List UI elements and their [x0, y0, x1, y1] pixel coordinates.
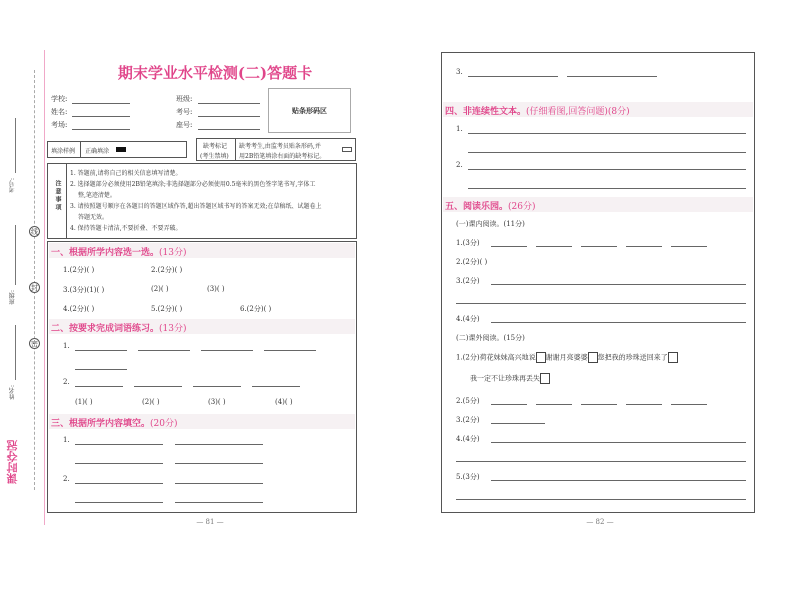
e3-label: 3.(2分)	[456, 416, 480, 424]
sec3-score: (20分)	[150, 419, 178, 429]
notice-3b: 答题无效。	[78, 214, 109, 221]
sec2-score: (13分)	[159, 324, 187, 334]
name-field[interactable]	[72, 116, 130, 117]
notice-title: 注意事项	[54, 180, 61, 212]
class-field[interactable]	[198, 103, 260, 104]
r1-blank-e[interactable]	[671, 246, 707, 247]
sec4-2-line-b[interactable]	[468, 188, 746, 189]
sec2-1-blank-a[interactable]	[75, 350, 127, 351]
exam-no-label: 考号:	[176, 108, 193, 116]
sec1-title-text: 一、根据所学内容选一选。	[51, 248, 160, 258]
absent-checkbox[interactable]	[342, 147, 352, 152]
sec5-score: (26分)	[508, 202, 536, 212]
sec3-1-blank-c[interactable]	[75, 463, 163, 464]
notice-2: 2. 选择题部分必须使用2B铅笔填涂;非选择题部分必须使用0.5毫米的黑色签字笔书写,字体工	[70, 181, 316, 188]
sec4-n1: 1.	[456, 125, 463, 133]
e5-line-b[interactable]	[456, 499, 746, 500]
sec2-1-blank-d[interactable]	[264, 350, 316, 351]
sec4-score: (仔细看图,回答问题)(8分)	[526, 107, 630, 117]
sec3-2-blank-a[interactable]	[75, 483, 163, 484]
e2-blank-e[interactable]	[671, 404, 707, 405]
e1-box-4[interactable]	[540, 373, 550, 384]
binding-strip	[0, 0, 46, 589]
sec4-2-line-a[interactable]	[468, 169, 746, 170]
sec2-2-blank-b[interactable]	[134, 386, 182, 387]
sec1-title	[51, 245, 187, 258]
r3-line-b[interactable]	[456, 303, 746, 304]
e4-label: 4.(4分)	[456, 435, 480, 443]
e1-line-2	[470, 373, 550, 384]
e2-blank-c[interactable]	[581, 404, 617, 405]
page1-title: 期末学业水平检测(二)答题卡	[117, 64, 313, 82]
sec2-2-blank-d[interactable]	[252, 386, 300, 387]
e2-blank-d[interactable]	[626, 404, 662, 405]
barcode-label: 贴条形码区	[292, 106, 327, 115]
fill-example-label: 填涂样例	[51, 148, 76, 155]
filled-block	[116, 147, 126, 152]
sec1-q3b[interactable]: (2)( )	[151, 285, 169, 293]
sec2-n1: 1.	[63, 342, 70, 350]
brand-logo: 课时夺冠	[6, 440, 19, 484]
sec2-1-blank-e[interactable]	[75, 369, 127, 370]
e1-box-1[interactable]	[536, 352, 546, 363]
page1-answer-frame	[47, 241, 357, 513]
binding-dashed-line	[34, 70, 35, 490]
side-exam-no-label: 考号:	[9, 178, 16, 193]
r4-label: 4.(4分)	[456, 315, 480, 323]
r1-blank-d[interactable]	[626, 246, 662, 247]
seat-field[interactable]	[198, 129, 260, 130]
e5-line-a[interactable]	[491, 480, 746, 481]
r1-blank-b[interactable]	[536, 246, 572, 247]
e1-text-c: 您把我的珍珠送回来了	[597, 353, 668, 362]
notice-1: 1. 答题前,请将自己的相关信息填写清楚。	[70, 170, 182, 177]
binding-pink-line	[44, 50, 45, 525]
absent-mark-box	[196, 138, 356, 161]
absent-label-2: (考生禁填)	[200, 153, 229, 160]
sec3-2-blank-b[interactable]	[175, 483, 263, 484]
room-field[interactable]	[72, 129, 130, 130]
page2-answer-frame	[441, 52, 755, 513]
sec3-1-blank-b[interactable]	[175, 444, 263, 445]
sec2-2-blank-c[interactable]	[193, 386, 241, 387]
sec2-n2: 2.	[63, 378, 70, 386]
sec1-q4[interactable]: 4.(2分)( )	[63, 305, 95, 313]
fill-correct-label: 正确填涂	[85, 148, 110, 155]
notice-4: 4. 保持答题卡清洁,不要折叠、不要弄破。	[70, 225, 182, 232]
e1-line	[456, 352, 678, 363]
sec3-2-blank-c[interactable]	[75, 502, 163, 503]
r2[interactable]: 2.(2分)( )	[456, 258, 488, 266]
sec3-n1: 1.	[63, 436, 70, 444]
p2-q3: 3.	[456, 68, 463, 76]
absent-label-1: 缺考标记	[203, 143, 228, 150]
side-name-label: 姓名:	[9, 385, 16, 400]
sec1-q3c[interactable]: (3)( )	[207, 285, 225, 293]
notice-box	[47, 163, 357, 239]
r4-line-a[interactable]	[491, 322, 746, 323]
fill-example-box	[47, 141, 187, 158]
e1-box-2[interactable]	[588, 352, 598, 363]
secret-mark: 密	[31, 339, 38, 348]
sec1-q3[interactable]: 3.(3分)(1)( )	[63, 286, 105, 294]
sub2-heading: (二)课外阅读。(15分)	[456, 334, 525, 342]
sec3-2-blank-d[interactable]	[175, 502, 263, 503]
r1-blank-c[interactable]	[581, 246, 617, 247]
p2-q3-blank-b[interactable]	[567, 76, 657, 77]
sec2-1-blank-c[interactable]	[201, 350, 253, 351]
e2-blank-b[interactable]	[536, 404, 572, 405]
class-label: 班级:	[176, 95, 193, 103]
e4-line-b[interactable]	[456, 461, 746, 462]
e5-label: 5.(3分)	[456, 473, 480, 481]
absent-note-2: 用2B铅笔填涂右面的缺考标记。	[239, 153, 326, 160]
e2-blank-a[interactable]	[491, 404, 527, 405]
absent-note-1: 缺考考生,由监考员贴条形码,并	[239, 143, 321, 150]
sec4-1-line-a[interactable]	[468, 133, 746, 134]
sec5-title	[445, 199, 536, 212]
sec2-p4[interactable]: (4)( )	[275, 398, 293, 406]
exam-no-field[interactable]	[198, 116, 260, 117]
sec1-q5[interactable]: 5.(2分)( )	[151, 305, 183, 313]
notice-3: 3. 请按照题号顺序在各题目的答题区域作答,超出答题区域书写的答案无效;在草稿纸、试题卷上	[70, 203, 322, 210]
e1-text-b: 谢谢月亮婆婆	[545, 353, 588, 362]
side-exam-no-line	[15, 118, 16, 173]
e4-line-a[interactable]	[491, 442, 746, 443]
line-mark: 线	[31, 227, 38, 236]
sec3-n2: 2.	[63, 475, 70, 483]
room-label: 考场:	[51, 121, 68, 129]
sec3-1-blank-a[interactable]	[75, 444, 163, 445]
e2-label: 2.(5分)	[456, 397, 480, 405]
side-class-line	[15, 225, 16, 285]
sec2-title	[51, 321, 187, 334]
r3-line-a[interactable]	[491, 284, 746, 285]
side-name-line	[15, 325, 16, 380]
side-class-label: 班级:	[9, 290, 16, 305]
name-label: 姓名:	[51, 108, 68, 116]
seal-mark: 封	[31, 283, 38, 292]
e1-text-a: 1.(2分)荷花妹妹高兴地说	[456, 353, 536, 362]
r3-label: 3.(2分)	[456, 277, 480, 285]
sec2-p2[interactable]: (2)( )	[142, 398, 160, 406]
sec2-1-blank-b[interactable]	[138, 350, 190, 351]
notice-2b: 整,笔迹清楚。	[78, 192, 116, 199]
sec2-p3[interactable]: (3)( )	[208, 398, 226, 406]
sec5-title-text: 五、阅读乐园。	[445, 202, 509, 212]
e1-box-3[interactable]	[668, 352, 678, 363]
sec1-q1[interactable]: 1.(2分)( )	[63, 266, 95, 274]
sec2-title-text: 二、按要求完成词语练习。	[51, 324, 160, 334]
sec1-score: (13分)	[159, 248, 187, 258]
sec3-title-text: 三、根据所学内容填空。	[51, 419, 151, 429]
e3-blank[interactable]	[491, 423, 545, 424]
r1-label: 1.(3分)	[456, 239, 480, 247]
school-field[interactable]	[72, 103, 130, 104]
sec1-q2[interactable]: 2.(2分)( )	[151, 266, 183, 274]
seat-label: 座号:	[176, 121, 193, 129]
sec4-title	[445, 104, 630, 117]
sec2-2-blank-a[interactable]	[75, 386, 123, 387]
barcode-area	[268, 88, 351, 133]
sec2-p1[interactable]: (1)( )	[75, 398, 93, 406]
sec3-title	[51, 416, 178, 429]
school-label: 学校:	[51, 95, 68, 103]
sec1-q6[interactable]: 6.(2分)( )	[240, 305, 272, 313]
page2-number: — 82 —	[586, 518, 614, 526]
r1-blank-a[interactable]	[491, 246, 527, 247]
sec4-title-text: 四、非连续性文本。	[445, 107, 527, 117]
sec3-1-blank-d[interactable]	[175, 463, 263, 464]
e1-text-d: 我一定不让珍珠再丢失	[470, 374, 540, 383]
sec4-1-line-b[interactable]	[468, 152, 746, 153]
sec4-n2: 2.	[456, 161, 463, 169]
p2-q3-blank-a[interactable]	[468, 76, 558, 77]
sub1-heading: (一)课内阅读。(11分)	[456, 220, 525, 228]
page1-number: — 81 —	[196, 518, 224, 526]
